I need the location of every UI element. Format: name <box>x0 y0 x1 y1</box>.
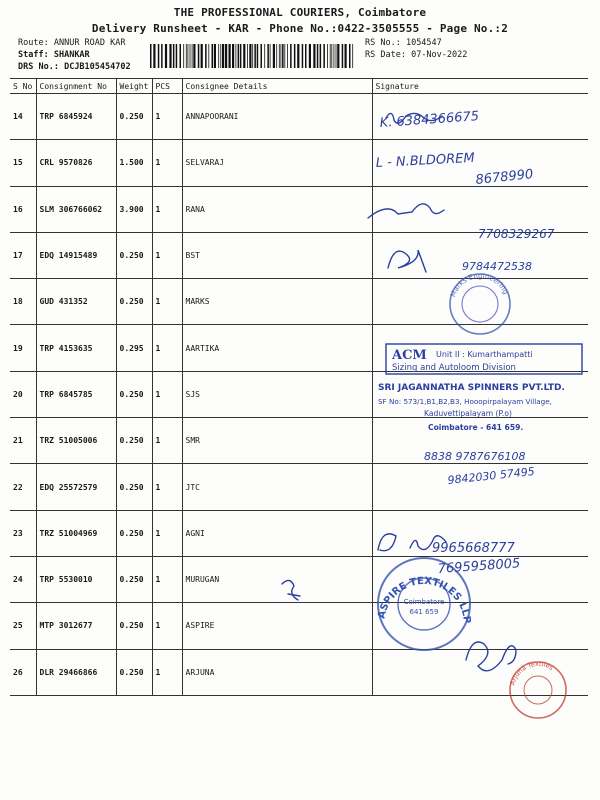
cell-sno: 19 <box>10 325 36 371</box>
barcode-bar <box>236 44 237 68</box>
cell-consignment: CRL 9570826 <box>36 140 116 186</box>
barcode-bar <box>153 44 155 68</box>
barcode-bar <box>317 44 319 68</box>
acm-line2: Sizing and Autoloom Division <box>392 363 516 373</box>
company-title: THE PROFESSIONAL COURIERS, Coimbatore <box>173 6 427 19</box>
barcode-bar <box>192 44 193 68</box>
cell-consignee: SJS <box>182 371 372 417</box>
barcode-bar <box>165 44 167 68</box>
barcode-bar <box>282 44 284 68</box>
sri-jagannatha-line1: SF No: 573/1,B1,B2,B3, Hooopirpalayam Village, <box>378 397 552 406</box>
delivery-table <box>10 78 588 696</box>
cell-weight: 3.900 <box>116 186 152 232</box>
cell-signature <box>372 140 588 186</box>
barcode-bar <box>214 44 216 68</box>
cell-sno: 20 <box>10 371 36 417</box>
barcode-bar <box>190 44 191 68</box>
aspire-stamp-pin: 641 659 <box>409 608 439 616</box>
cell-signature <box>372 279 588 325</box>
cell-consignment: GUD 431352 <box>36 279 116 325</box>
barcode-bar <box>249 44 251 68</box>
table-row <box>10 325 588 371</box>
barcode-bar <box>257 44 259 68</box>
barcode-bar <box>220 44 221 68</box>
cell-sno: 26 <box>10 649 36 695</box>
cell-pcs: 1 <box>152 556 182 602</box>
barcode-bar <box>169 44 171 68</box>
cell-weight: 0.250 <box>116 510 152 556</box>
barcode-bar <box>279 44 280 68</box>
cell-consignee: BST <box>182 232 372 278</box>
cell-consignment: TRP 4153635 <box>36 325 116 371</box>
barcode-bar <box>345 44 347 68</box>
cell-signature <box>372 510 588 556</box>
col-sno: S No <box>10 79 36 94</box>
cell-sno: 21 <box>10 418 36 464</box>
cell-signature <box>372 325 588 371</box>
cell-consignee: SELVARAJ <box>182 140 372 186</box>
handwritten-23: 9965668777 <box>432 541 515 556</box>
cell-weight: 0.250 <box>116 279 152 325</box>
cell-weight: 0.250 <box>116 232 152 278</box>
barcode-bar <box>287 44 288 68</box>
barcode-bar <box>205 44 207 68</box>
table-row <box>10 371 588 417</box>
cell-consignee: AGNI <box>182 510 372 556</box>
cell-weight: 1.500 <box>116 140 152 186</box>
cell-consignment: DLR 29466866 <box>36 649 116 695</box>
barcode-bar <box>193 44 195 68</box>
sri-jagannatha-name: SRI JAGANNATHA SPINNERS PVT.LTD. <box>378 383 565 393</box>
barcode-bar <box>302 44 304 68</box>
cell-pcs: 1 <box>152 94 182 140</box>
cell-pcs: 1 <box>152 418 182 464</box>
cell-pcs: 1 <box>152 603 182 649</box>
barcode-bar <box>225 44 227 68</box>
route-line <box>18 38 126 48</box>
marks-stamp-text: Marks Engineering <box>449 271 510 299</box>
cell-sno: 24 <box>10 556 36 602</box>
staff-label: Staff: <box>18 50 49 60</box>
cell-weight: 0.250 <box>116 464 152 510</box>
cell-consignee: RANA <box>182 186 372 232</box>
barcode-bar <box>222 44 224 68</box>
cell-signature <box>372 418 588 464</box>
cell-sno: 17 <box>10 232 36 278</box>
cell-sno: 15 <box>10 140 36 186</box>
barcode-bar <box>229 44 231 68</box>
rs-date-value: 07-Nov-2022 <box>411 50 468 60</box>
barcode-bar <box>212 44 214 68</box>
col-signature: Signature <box>372 79 588 94</box>
barcode-bar <box>273 44 275 68</box>
col-weight: Weight <box>116 79 152 94</box>
barcode-bar <box>342 44 344 68</box>
barcode-bar <box>331 44 332 68</box>
barcode-bar <box>264 44 265 68</box>
table-row <box>10 603 588 649</box>
cell-weight: 0.250 <box>116 94 152 140</box>
cell-consignee: ARJUNA <box>182 649 372 695</box>
cell-weight: 0.295 <box>116 325 152 371</box>
acm-line1: Unit II : Kumarthampatti <box>436 350 533 359</box>
drs-value: DCJB105454702 <box>64 62 131 72</box>
barcode-bar <box>243 44 245 68</box>
barcode-bar <box>186 44 187 68</box>
rs-date-line <box>365 50 467 60</box>
barcode-bar <box>337 44 339 68</box>
col-consignee: Consignee Details <box>182 79 372 94</box>
cell-sno: 18 <box>10 279 36 325</box>
cell-signature <box>372 371 588 417</box>
runsheet-subtitle: Delivery Runsheet - KAR - Phone No.:0422-3505555 - Page No.:2 <box>91 22 509 35</box>
barcode-bar <box>352 44 353 68</box>
barcode-bar <box>284 44 285 68</box>
rs-no-label: RS No.: <box>365 38 401 48</box>
cell-signature <box>372 186 588 232</box>
cell-signature <box>372 94 588 140</box>
cell-weight: 0.250 <box>116 556 152 602</box>
barcode-bar <box>183 44 184 68</box>
barcode-bar <box>297 44 299 68</box>
cell-consignee: ASPIRE <box>182 603 372 649</box>
barcode-bar <box>336 44 337 68</box>
cell-sno: 22 <box>10 464 36 510</box>
barcode-bar <box>330 44 331 68</box>
cell-sno: 16 <box>10 186 36 232</box>
cell-consignment: TRP 6845924 <box>36 94 116 140</box>
cell-consignment: TRZ 51005006 <box>36 418 116 464</box>
barcode-bar <box>247 44 248 68</box>
cell-signature <box>372 649 588 695</box>
cell-weight: 0.250 <box>116 603 152 649</box>
cell-consignee: SMR <box>182 418 372 464</box>
barcode-bar <box>150 44 152 68</box>
barcode-bar <box>218 44 219 68</box>
acm-brand: ACM <box>392 348 427 363</box>
barcode-bar <box>176 44 178 68</box>
cell-pcs: 1 <box>152 325 182 371</box>
sri-jagannatha-line2: Kaduvettipalayam (P.o) <box>424 409 512 418</box>
table-row <box>10 464 588 510</box>
table-row <box>10 232 588 278</box>
cell-pcs: 1 <box>152 279 182 325</box>
table-row <box>10 94 588 140</box>
cell-pcs: 1 <box>152 371 182 417</box>
cell-pcs: 1 <box>152 464 182 510</box>
cell-sno: 23 <box>10 510 36 556</box>
cell-sno: 14 <box>10 94 36 140</box>
table-row <box>10 140 588 186</box>
barcode-bar <box>349 44 351 68</box>
barcode-bar <box>309 44 311 68</box>
cell-consignment: TRZ 51004969 <box>36 510 116 556</box>
rs-date-label: RS Date: <box>365 50 406 60</box>
handwritten-21-a: 8838 9787676108 <box>424 450 526 463</box>
aspire-stamp-city: Coimbatore <box>403 598 445 606</box>
staff-line <box>18 50 90 60</box>
handwritten-17: 9784472538 <box>462 260 532 273</box>
cell-pcs: 1 <box>152 649 182 695</box>
barcode-bar <box>173 44 175 68</box>
cell-pcs: 1 <box>152 140 182 186</box>
cell-signature <box>372 556 588 602</box>
cell-consignee: MURUGAN <box>182 556 372 602</box>
table-row <box>10 556 588 602</box>
cell-pcs: 1 <box>152 232 182 278</box>
cell-signature <box>372 603 588 649</box>
cell-weight: 0.250 <box>116 371 152 417</box>
barcode-bar <box>281 44 282 68</box>
cell-consignee: JTC <box>182 464 372 510</box>
cell-consignment: TRP 6845785 <box>36 371 116 417</box>
barcode-bar <box>290 44 292 68</box>
cell-consignment: TRP 5530010 <box>36 556 116 602</box>
staff-value: SHANKAR <box>53 50 90 60</box>
barcode-bar <box>313 44 315 68</box>
handwritten-21-b: 9842030 57495 <box>446 464 536 487</box>
barcode-bar <box>201 44 203 68</box>
barcode-bar <box>208 44 209 68</box>
barcode-bar <box>240 44 242 68</box>
cell-consignment: MTP 3012677 <box>36 603 116 649</box>
rs-no-value: 1054547 <box>405 38 442 48</box>
cell-consignment: EDQ 25572579 <box>36 464 116 510</box>
handwritten-14: K. 6384366675 <box>379 109 480 131</box>
table-row <box>10 649 588 695</box>
barcode <box>150 44 355 68</box>
cell-consignee: MARKS <box>182 279 372 325</box>
handwritten-15-name: L - N.BLDOREM <box>375 150 475 171</box>
cell-sno: 25 <box>10 603 36 649</box>
cell-pcs: 1 <box>152 186 182 232</box>
col-consignment: Consignment No <box>36 79 116 94</box>
drs-label: DRS No.: <box>18 62 59 72</box>
barcode-bar <box>198 44 200 68</box>
barcode-bar <box>334 44 335 68</box>
aspire-stamp-ring: ASPIRE TEXTILES LLP <box>376 575 473 624</box>
handwritten-16: 7708329267 <box>478 227 555 241</box>
barcode-bar <box>232 44 234 68</box>
cell-consignment: EDQ 14915489 <box>36 232 116 278</box>
cell-consignee: AARTIKA <box>182 325 372 371</box>
barcode-bar <box>161 44 163 68</box>
drs-line <box>18 62 131 72</box>
sri-jagannatha-line3: Coimbatore - 641 659. <box>428 423 524 432</box>
handwritten-15-phone: 8678990 <box>474 167 535 188</box>
handwritten-24: 7695958005 <box>437 556 521 577</box>
barcode-bar <box>254 44 256 68</box>
barcode-bar <box>270 44 271 68</box>
route-value: ANNUR ROAD KAR <box>53 38 126 48</box>
cell-signature <box>372 232 588 278</box>
table-row <box>10 186 588 232</box>
table-header-row <box>10 79 588 94</box>
barcode-bar <box>305 44 307 68</box>
barcode-bar <box>320 44 322 68</box>
table-row <box>10 510 588 556</box>
barcode-bar <box>238 44 240 68</box>
cell-consignment: SLM 306766062 <box>36 186 116 232</box>
barcode-bar <box>261 44 263 68</box>
cell-pcs: 1 <box>152 510 182 556</box>
cell-weight: 0.250 <box>116 418 152 464</box>
barcode-bar <box>276 44 277 68</box>
barcode-bar <box>323 44 325 68</box>
barcode-bar <box>188 44 189 68</box>
cell-weight: 0.250 <box>116 649 152 695</box>
rs-no-line <box>365 38 442 48</box>
table-row <box>10 279 588 325</box>
barcode-bar <box>267 44 269 68</box>
cell-consignee: ANNAPOORANI <box>182 94 372 140</box>
barcode-bar <box>158 44 160 68</box>
barcode-bar <box>180 44 182 68</box>
cell-signature <box>372 464 588 510</box>
barcode-bar <box>294 44 296 68</box>
route-label: Route: <box>18 38 49 48</box>
barcode-bar <box>327 44 328 68</box>
arjuna-stamp-text: Arjuna Textiles <box>508 659 555 687</box>
barcode-bar <box>252 44 253 68</box>
col-pcs: PCS <box>152 79 182 94</box>
table-row <box>10 418 588 464</box>
